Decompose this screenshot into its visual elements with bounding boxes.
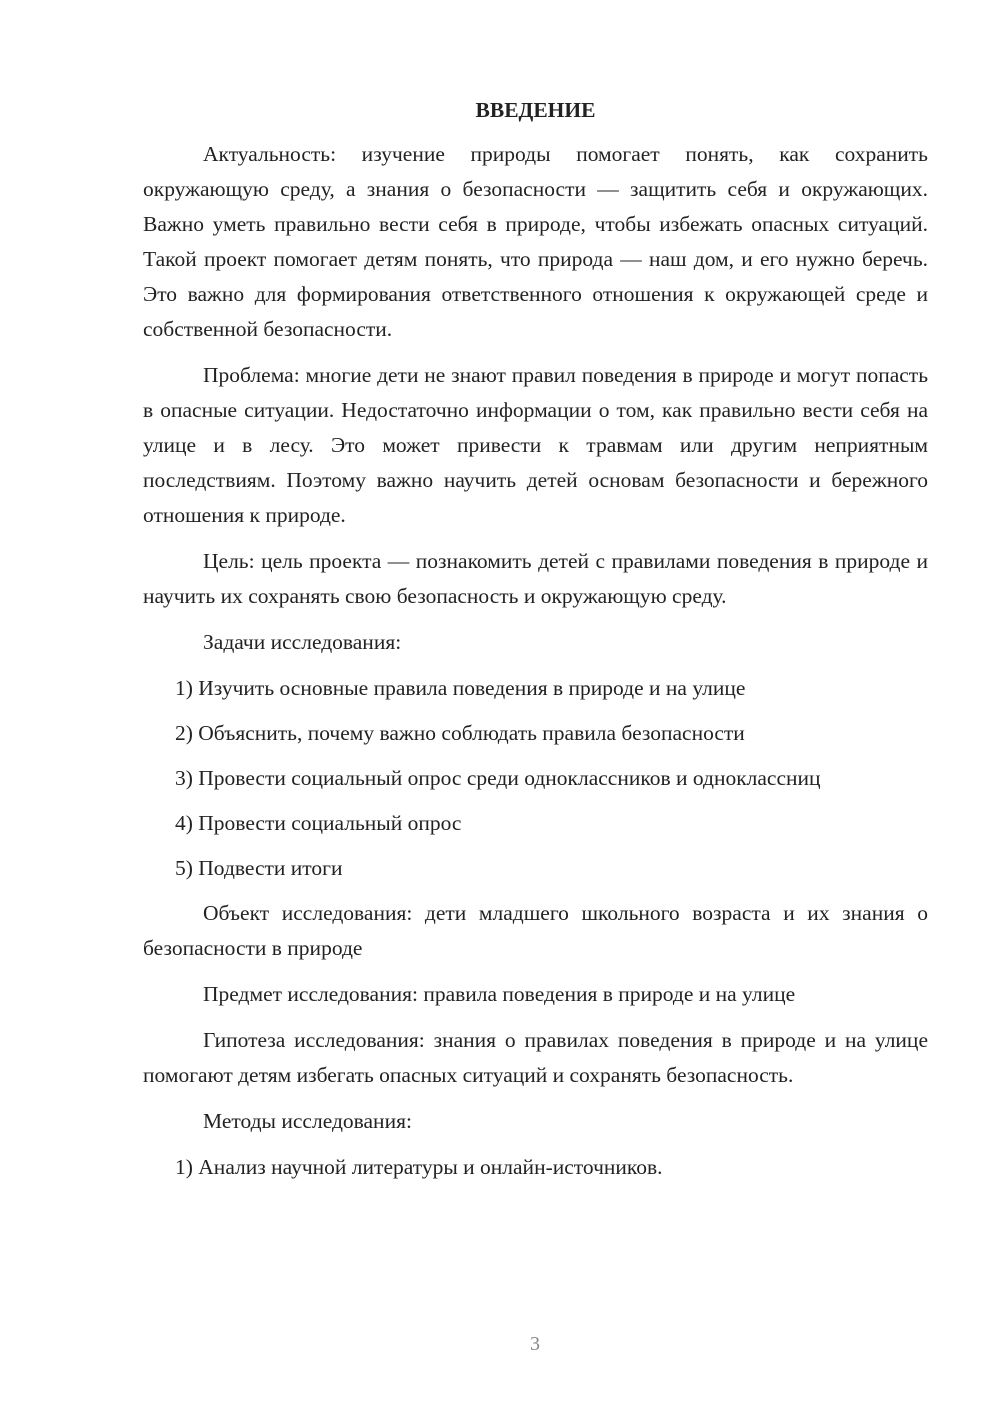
task-item-2: 2) Объяснить, почему важно соблюдать правила безопасности — [175, 721, 745, 745]
problem-paragraph: Проблема: многие дети не знают правил поведения в природе и могут попасть в опасные ситуации. Недостаточно информации о том, как правильно вести себя на улице и в лесу. Это может привести к травмам или другим неприятным последствиям. Поэтому важно научить детей основам безопасности и бережного отношения к природе. — [143, 363, 928, 527]
task-item-5: 5) Подвести итоги — [175, 856, 343, 880]
task-item-4: 4) Провести социальный опрос — [175, 811, 462, 835]
task-item-3: 3) Провести социальный опрос среди одноклассников и одноклассниц — [175, 766, 821, 790]
method-item-1: 1) Анализ научной литературы и онлайн-источников. — [175, 1155, 663, 1179]
subject-paragraph: Предмет исследования: правила поведения в природе и на улице — [203, 982, 796, 1006]
task-item-1: 1) Изучить основные правила поведения в природе и на улице — [175, 676, 746, 700]
page-title: ВВЕДЕНИЕ — [475, 98, 596, 122]
relevance-paragraph: Актуальность: изучение природы помогает понять, как сохранить окружающую среду, а знания о безопасности — защитить себя и окружающих. Важно уметь правильно вести себя в природе, чтобы избежать опасных ситуаций. Такой проект помогает детям понять, что природа — наш дом, и его нужно беречь. Это важно для формирования ответственного отношения к окружающей среде и собственной безопасности. — [143, 142, 928, 341]
goal-paragraph: Цель: цель проекта — познакомить детей с правилами поведения в природе и научить их сохранять свою безопасность и окружающую среду. — [143, 549, 928, 608]
methods-heading: Методы исследования: — [203, 1109, 412, 1133]
page-number: 3 — [530, 1333, 540, 1355]
document-body — [143, 95, 928, 1195]
object-paragraph: Объект исследования: дети младшего школьного возраста и их знания о безопасности в природе — [143, 901, 928, 960]
hypothesis-paragraph: Гипотеза исследования: знания о правилах поведения в природе и на улице помогают детям избегать опасных ситуаций и сохранять безопасность. — [143, 1028, 928, 1087]
tasks-heading: Задачи исследования: — [203, 630, 402, 654]
